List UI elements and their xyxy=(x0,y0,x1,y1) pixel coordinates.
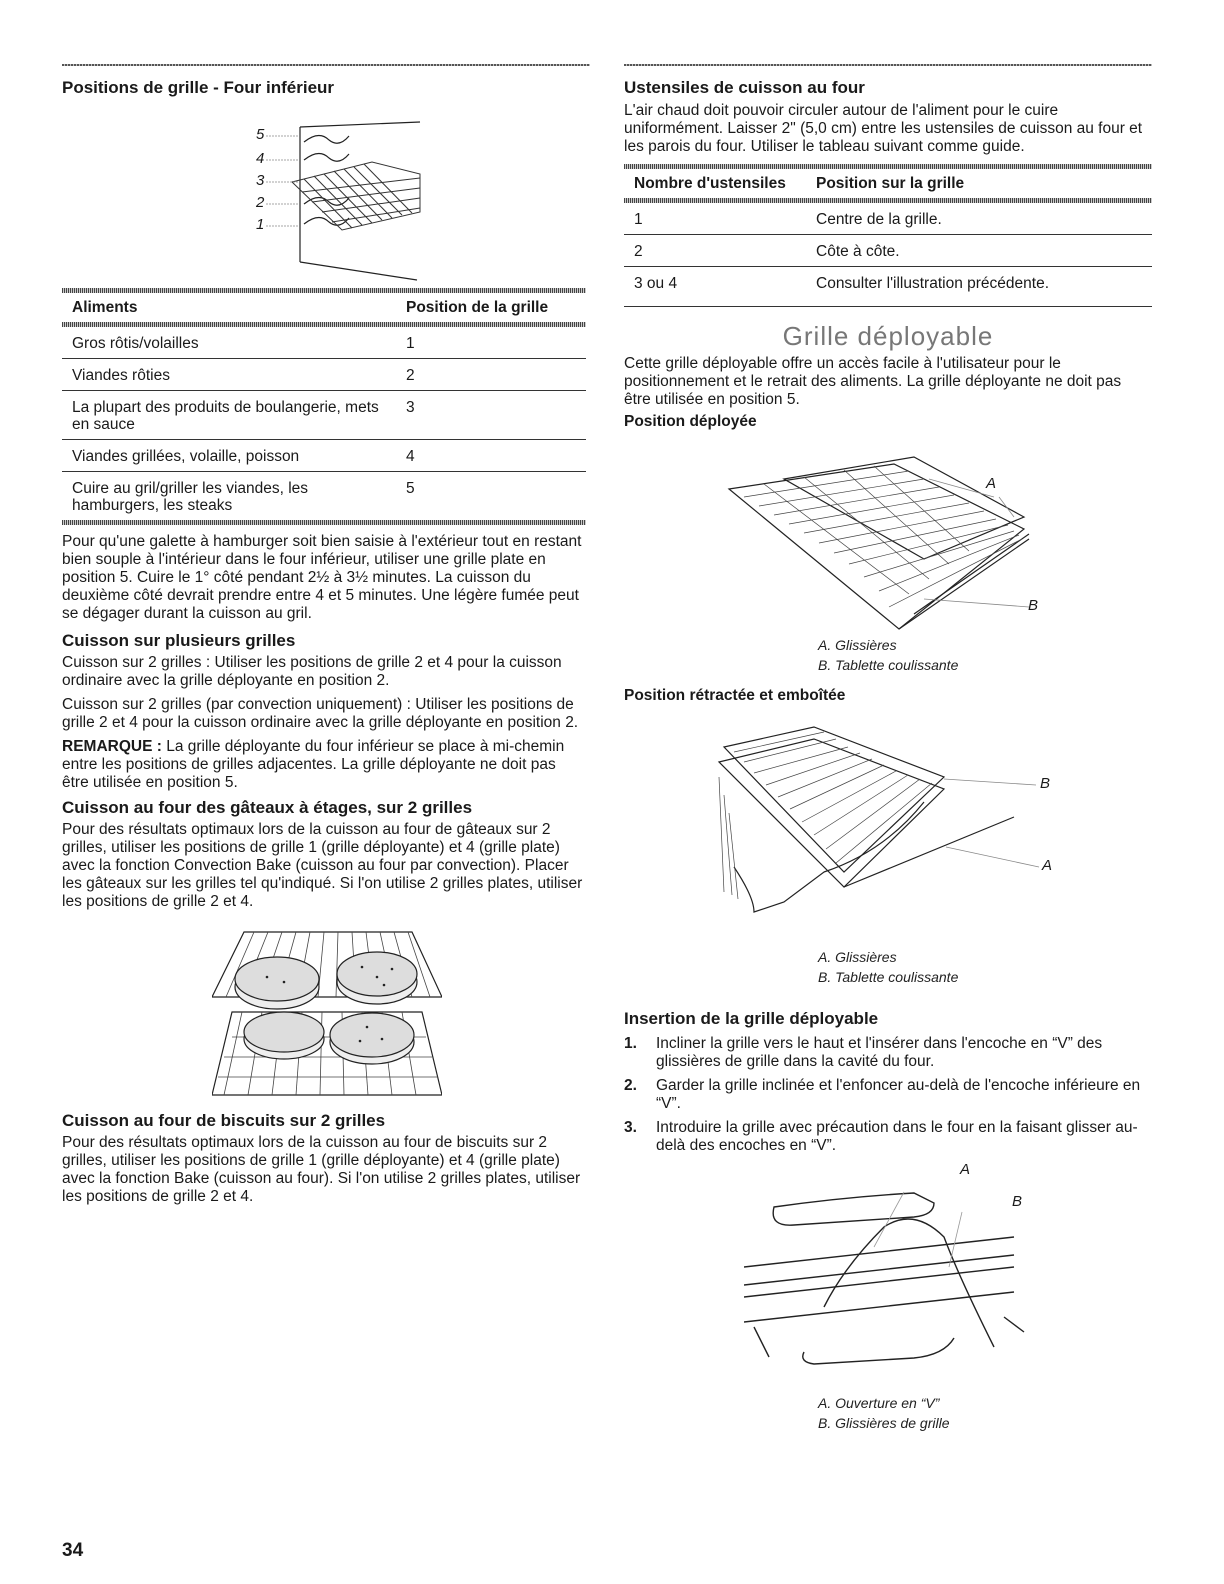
table-cell: 2 xyxy=(396,359,586,391)
remark-label: REMARQUE : xyxy=(62,738,162,755)
page-number: 34 xyxy=(62,1540,84,1561)
remark-paragraph xyxy=(62,738,586,792)
table-cell: 4 xyxy=(396,440,586,472)
table-row xyxy=(624,267,1152,307)
fig2-label-a: A xyxy=(1042,857,1053,874)
multi-rack-title: Cuisson sur plusieurs grilles xyxy=(62,631,296,650)
left-column xyxy=(62,64,586,1206)
fig1-label-b: B xyxy=(1028,597,1039,614)
table-cell: 2 xyxy=(624,235,806,267)
table-header-position: Position de la grille xyxy=(406,299,549,316)
table-cell: 1 xyxy=(624,203,806,235)
fig3-caption-a: A. Ouverture en “V” xyxy=(818,1395,940,1411)
extendable-rack-title: Grille déployable xyxy=(782,321,994,351)
layer-cake-title: Cuisson au four des gâteaux à étages, sur 2 grilles xyxy=(62,798,473,817)
table-row xyxy=(624,235,1152,267)
insertion-steps xyxy=(624,1035,1152,1155)
multi-rack-para-2: Cuisson sur 2 grilles (par convection uniquement) : Utiliser les positions de grille 2 et 4 pour la cuisson ordinaire avec la grille déployante en position 2. xyxy=(62,696,579,731)
table-cell: Consulter l'illustration précédente. xyxy=(806,267,1152,307)
rack-label-4: 4 xyxy=(256,150,265,167)
table-row xyxy=(62,359,586,391)
table-cell: 5 xyxy=(406,480,415,497)
table-cell: Viandes rôties xyxy=(62,359,396,391)
list-item xyxy=(624,1077,1152,1113)
extended-position-heading: Position déployée xyxy=(624,413,757,430)
fig3-label-a: A xyxy=(960,1161,971,1178)
step-text: Garder la grille inclinée et l'enfoncer au-delà de l'encoche inférieure en “V”. xyxy=(656,1077,1141,1112)
multi-rack-para-1: Cuisson sur 2 grilles : Utiliser les positions de grille 2 et 4 pour la cuisson ordinaire avec la grille déployante en position 2. xyxy=(62,654,562,689)
food-rack-table xyxy=(62,293,586,322)
retracted-rack-illustration xyxy=(714,717,1054,937)
rack-positions-title: Positions de grille - Four inférieur xyxy=(62,78,335,97)
fig1-label-a: A xyxy=(986,475,997,492)
bakeware-paragraph: L'air chaud doit pouvoir circuler autour de l'aliment pour le cuire uniformément. Laisser 2" (5,0 cm) entre les ustensiles de cuisson au four et les parois du four. Utiliser le tableau suivant comme guide. xyxy=(624,102,1143,155)
rack-label-1: 1 xyxy=(256,216,265,233)
table-row xyxy=(62,440,586,472)
table-cell: Centre de la grille. xyxy=(806,203,1152,235)
table-cell: 1 xyxy=(396,327,586,359)
extended-rack-illustration xyxy=(724,439,1054,649)
step-number: 2. xyxy=(624,1077,637,1094)
fig1-caption-a: A. Glissières xyxy=(818,637,897,653)
fig2-caption xyxy=(818,947,1152,987)
table-cell: 3 xyxy=(396,391,586,440)
step-text: Incliner la grille vers le haut et l'insérer dans l'encoche en “V” des glissières de grille dans la cavité du four. xyxy=(656,1035,1103,1070)
table-row xyxy=(624,203,1152,235)
fig3-caption-b: B. Glissières de grille xyxy=(818,1415,950,1431)
table-cell: Viandes grillées, volaille, poisson xyxy=(62,440,396,472)
step-number: 3. xyxy=(624,1119,637,1136)
rack-label-2: 2 xyxy=(256,194,265,211)
cookies-title: Cuisson au four de biscuits sur 2 grilles xyxy=(62,1111,386,1130)
fig2-caption-b: B. Tablette coulissante xyxy=(818,969,959,985)
retracted-position-heading: Position rétractée et emboîtée xyxy=(624,687,846,704)
table-cell: 3 ou 4 xyxy=(624,267,806,307)
table-header-food: Aliments xyxy=(72,299,138,316)
extendable-rack-paragraph: Cette grille déployable offre un accès facile à l'utilisateur pour le positionnement et le retrait des aliments. La grille déployante ne doit pas être utilisée en position 5. xyxy=(624,355,1122,408)
pan-table-header-position: Position sur la grille xyxy=(816,175,965,192)
table-cell: Côte à côte. xyxy=(806,235,1152,267)
fig3-caption xyxy=(818,1393,1152,1433)
rack-label-3: 3 xyxy=(256,172,265,189)
right-column xyxy=(624,64,1152,1433)
layer-cake-paragraph: Pour des résultats optimaux lors de la cuisson au four de gâteaux sur 2 grilles, utiliser les positions de grille 1 (grille déployante) et 4 (grille plate) avec la fonction Convection Bake (cuisson au four par convection). Placer les gâteaux sur les grilles tel qu'indiqué. Si l'on utilise 2 grilles plates, utiliser les positions de grille 2 et 4. xyxy=(62,821,583,910)
fig3-label-b: B xyxy=(1012,1193,1023,1210)
food-rack-table-body xyxy=(62,327,586,520)
table-row xyxy=(62,391,586,440)
table-cell: La plupart des produits de boulangerie, mets en sauce xyxy=(62,391,396,440)
list-item xyxy=(624,1119,1152,1155)
table-row xyxy=(62,472,586,521)
bakeware-title: Ustensiles de cuisson au four xyxy=(624,78,865,97)
table-cell: Cuire au gril/griller les viandes, les hamburgers, les steaks xyxy=(72,480,309,514)
cookies-paragraph: Pour des résultats optimaux lors de la cuisson au four de biscuits sur 2 grilles, utiliser les positions de grille 1 (grille déployante) et 4 (grille plate) avec la fonction Bake (cuisson au four). Si l'on utilise 2 grilles plates, utiliser les positions de grille 2 et 4. xyxy=(62,1134,581,1205)
rack-label-5: 5 xyxy=(256,126,265,143)
hamburger-paragraph: Pour qu'une galette à hamburger soit bien saisie à l'extérieur tout en restant bien souple à l'intérieur dans le four inférieur, utiliser une grille plate en position 5. Cuire le 1° côté pendant 2½ à 3½ minutes. La cuisson du deuxième côté devrait prendre entre 4 et 5 minutes. Une légère fumée peut se dégager durant la cuisson au gril. xyxy=(62,533,582,622)
table-cell: Gros rôtis/volailles xyxy=(62,327,396,359)
step-text: Introduire la grille avec précaution dans le four en la faisant glisser au-delà des encoches en “V”. xyxy=(656,1119,1138,1154)
table-bottom-rule xyxy=(62,520,586,525)
pan-table-header-count: Nombre d'ustensiles xyxy=(634,175,786,192)
fig1-caption-b: B. Tablette coulissante xyxy=(818,657,959,673)
fig2-label-b: B xyxy=(1040,775,1051,792)
rack-positions-illustration xyxy=(252,112,432,282)
fig2-caption-a: A. Glissières xyxy=(818,949,897,965)
pan-table-body xyxy=(624,203,1152,307)
cake-racks-illustration xyxy=(212,927,586,1097)
remark-text: La grille déployante du four inférieur se place à mi-chemin entre les positions de grilles adjacentes. La grille déployante ne doit pas être utilisée en position 5. xyxy=(62,738,565,791)
pan-table xyxy=(624,169,1152,198)
v-notch-illustration xyxy=(744,1161,1034,1387)
list-item xyxy=(624,1035,1152,1071)
table-row xyxy=(62,327,586,359)
insertion-title: Insertion de la grille déployable xyxy=(624,1009,879,1028)
step-number: 1. xyxy=(624,1035,637,1052)
